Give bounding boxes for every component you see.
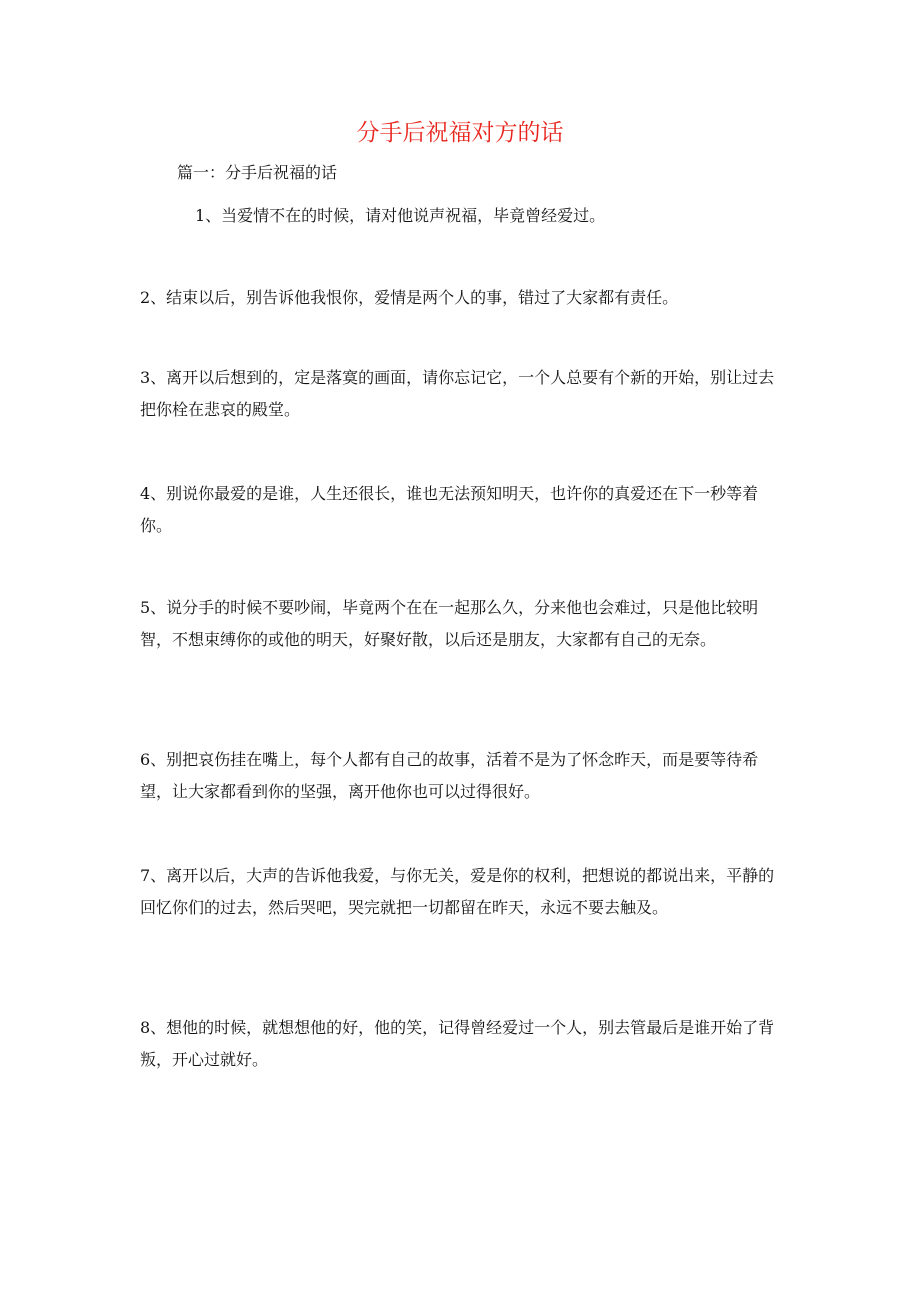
list-item: 3、离开以后想到的，定是落寞的画面，请你忘记它，一个人总要有个新的开始，别让过去把你栓在悲哀的殿堂。 bbox=[140, 368, 775, 419]
list-item: 2、结束以后，别告诉他我恨你，爱情是两个人的事，错过了大家都有责任。 bbox=[140, 288, 679, 307]
list-item: 1、当爱情不在的时候，请对他说声祝福，毕竟曾经爱过。 bbox=[195, 206, 606, 225]
list-item: 7、离开以后，大声的告诉他我爱，与你无关，爱是你的权利，把想说的都说出来，平静的回忆你们的过去，然后哭吧，哭完就把一切都留在昨天，永远不要去触及。 bbox=[140, 866, 775, 917]
list-item: 5、说分手的时候不要吵闹，毕竟两个在在一起那么久，分来他也会难过，只是他比较明智，不想束缚你的或他的明天，好聚好散，以后还是朋友，大家都有自己的无奈。 bbox=[140, 598, 759, 649]
list-item: 6、别把哀伤挂在嘴上，每个人都有自己的故事，活着不是为了怀念昨天，而是要等待希望，让大家都看到你的坚强，离开他你也可以过得很好。 bbox=[140, 750, 759, 801]
document-title: 分手后祝福对方的话 bbox=[356, 120, 564, 146]
section-subtitle: 篇一：分手后祝福的话 bbox=[177, 163, 338, 182]
list-item: 4、别说你最爱的是谁，人生还很长，谁也无法预知明天，也许你的真爱还在下一秒等着你。 bbox=[140, 484, 759, 535]
list-item: 8、想他的时候，就想想他的好，他的笑，记得曾经爱过一个人，别去管最后是谁开始了背叛，开心过就好。 bbox=[140, 1018, 775, 1069]
